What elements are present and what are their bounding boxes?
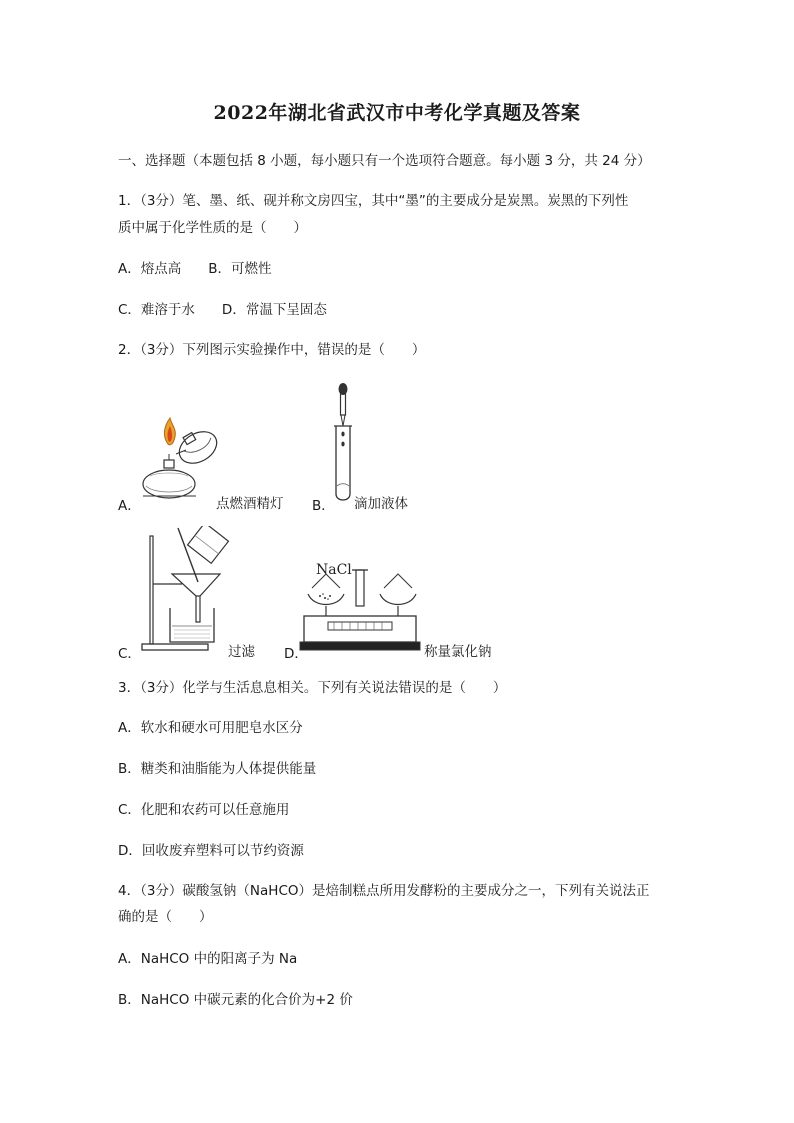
- q3-option-b: B．糖类和油脂能为人体提供能量: [118, 761, 317, 777]
- filtration-figure: [140, 526, 232, 654]
- page-title: 2022年湖北省武汉市中考化学真题及答案: [213, 102, 581, 124]
- q2-option-c-letter: C．: [118, 646, 141, 662]
- q4-stem-line2: 确的是（ ）: [118, 909, 213, 925]
- q2-option-a-text: 点燃酒精灯: [216, 496, 284, 512]
- q1-options-cd: C．难溶于水 D．常温下呈固态: [118, 302, 327, 318]
- section-heading: 一、选择题（本题包括 8 小题，每小题只有一个选项符合题意。每小题 3 分，共 24 分）: [118, 153, 651, 169]
- balance-figure: [298, 556, 422, 656]
- q3-option-a: A．软水和硬水可用肥皂水区分: [118, 720, 303, 736]
- q1-stem-line1: 1．（3分）笔、墨、纸、砚并称文房四宝，其中“墨”的主要成分是炭黑。炭黑的下列性: [118, 193, 629, 209]
- q3-option-c: C．化肥和农药可以任意施用: [118, 802, 290, 818]
- dropper-test-tube-figure: [330, 382, 356, 506]
- q2-option-d-letter: D．: [284, 646, 308, 662]
- q1-stem-line2: 质中属于化学性质的是（ ）: [118, 220, 307, 236]
- nacl-figure-label: NaCl: [316, 562, 352, 578]
- q2-option-b-letter: B．: [312, 498, 335, 514]
- q4-stem-line1: 4．（3分）碳酸氢钠（NaHCO）是焙制糕点所用发酵粉的主要成分之一，下列有关说法正: [118, 883, 650, 899]
- q2-option-d-text: 称量氯化钠: [424, 644, 492, 660]
- q1-options-ab: A．熔点高 B．可燃性: [118, 261, 272, 277]
- q3-option-d: D．回收废弃塑料可以节约资源: [118, 843, 304, 859]
- q2-option-c-text: 过滤: [228, 644, 255, 660]
- q2-option-a-letter: A．: [118, 498, 141, 514]
- q3-stem: 3．（3分）化学与生活息息相关。下列有关说法错误的是（ ）: [118, 680, 507, 696]
- q4-option-a: A．NaHCO 中的阳离子为 Na: [118, 951, 298, 967]
- q2-stem: 2．（3分）下列图示实验操作中，错误的是（ ）: [118, 342, 426, 358]
- q4-option-b: B．NaHCO 中碳元素的化合价为+2 价: [118, 992, 353, 1008]
- q2-option-b-text: 滴加液体: [354, 496, 408, 512]
- alcohol-lamp-figure: [136, 414, 226, 506]
